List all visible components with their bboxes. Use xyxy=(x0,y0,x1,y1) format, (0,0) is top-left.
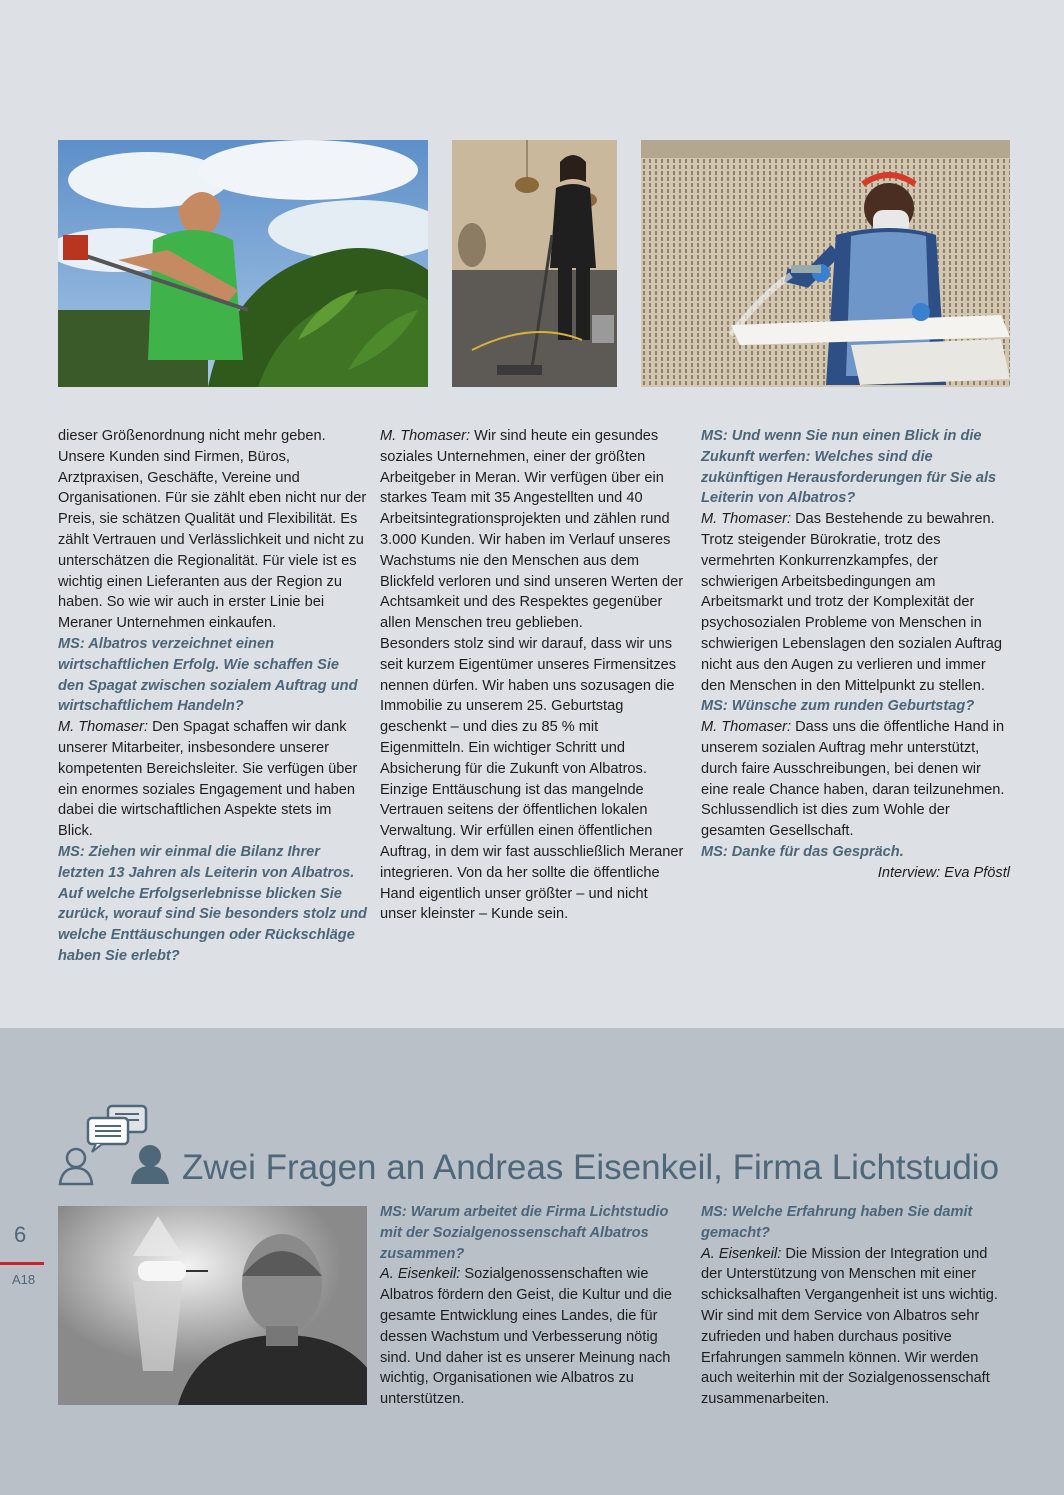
lichtstudio-column-2 xyxy=(701,1202,1010,1410)
speaker: M. Thomaser: xyxy=(380,428,471,444)
question: MS: Welche Erfahrung haben Sie damit gemacht? xyxy=(701,1204,973,1241)
page-number: 6 xyxy=(14,1222,27,1247)
interview-column-1 xyxy=(58,426,367,967)
question: MS: Wünsche zum runden Geburtstag? xyxy=(701,698,975,715)
answer-text: Dass uns die öffentliche Hand in unserem sozialen Auftrag mehr unterstützt, durch faire Ausschreibungen, bei denen wir eine reale Chance haben, daran teilzunehmen. Schlussendlich ist dies zum Wohle der gesamten Gesellschaft. xyxy=(701,719,1005,840)
answer xyxy=(58,717,367,842)
question: MS: Danke für das Gespräch. xyxy=(701,843,904,860)
conversation-icon xyxy=(58,1104,174,1186)
lichtstudio-column-1 xyxy=(380,1202,686,1410)
paragraph: Besonders stolz sind wir darauf, dass wir uns seit kurzem Eigentümer unseres Firmensitzes nennen dürfen. Wir haben uns sozusagen die Immobilie zu unserem 25. Geburtstag geschenkt – und dies zu 85 % mit Eigenmitteln. Ein wichtiger Schritt und Absicherung für die Zukunft von Albatros. xyxy=(380,635,677,777)
photo-cleaner xyxy=(452,140,617,387)
answer-text: Die Mission der Integration und der Unterstützung von Menschen mit einer schicksalhaften Vergangenheit ist uns wichtig. Wir sind mit dem Service von Albatros sehr zufrieden und haben durchaus positive Erfahrungen sammeln können. Wir werden auch weiterhin mit der Sozialgenossenschaft zusammenarbeiten. xyxy=(701,1245,998,1408)
speaker: A. Eisenkeil: xyxy=(701,1245,782,1262)
interview-column-2 xyxy=(380,426,686,925)
speaker: A. Eisenkeil: xyxy=(380,1266,461,1283)
question: MS: Und wenn Sie nun einen Blick in die Zukunft werfen: Welches sind die zukünftigen Herausforderungen für Sie als Leiterin von Albatros? xyxy=(701,428,997,507)
answer xyxy=(701,717,1010,842)
answer-text: Den Spagat schaffen wir dank unserer Mitarbeiter, insbesondere unserer kompetenten Bereichsleiter. Sie verfügen über ein enormes soziales Engagement und haben dabei die wirtschaftlichen Aspekte stets im Blick. xyxy=(58,719,358,840)
photo-spray-painter xyxy=(641,140,1010,387)
accent-line xyxy=(0,1262,44,1265)
answer xyxy=(701,509,1010,696)
speaker: M. Thomaser: xyxy=(58,719,149,736)
answer xyxy=(701,1244,1010,1410)
speaker: M. Thomaser: xyxy=(701,511,792,528)
photo-portrait xyxy=(58,1206,367,1405)
answer xyxy=(380,1264,686,1410)
interview-credit: Interview: Eva Pföstl xyxy=(877,864,1010,881)
answer xyxy=(380,426,686,634)
section-heading: Zwei Fragen an Andreas Eisenkeil, Firma Lichtstudio xyxy=(182,1148,1000,1187)
publication-code: A18 xyxy=(12,1272,36,1287)
answer-text: Wir sind heute ein gesundes soziales Unternehmen, einer der größten Arbeitgeber in Meran. Wir verfügen über ein starkes Team mit 35 Angestellten und 40 Arbeitsintegrationsprojekten und zählen rund 3.000 Kunden. Wir haben im Verlauf unseres Wachstums nie den Menschen aus dem Blickfeld verloren und sind unseren Werten der Achtsamkeit und des Respektes gegenüber allen Menschen treu geblieben. xyxy=(380,428,684,632)
question: MS: Ziehen wir einmal die Bilanz Ihrer letzten 13 Jahren als Leiterin von Albatros. Auf welche Erfolgserlebnisse blicken Sie zurück, worauf sind Sie besonders stolz und welche Enttäuschungen oder Rückschläge haben Sie erlebt? xyxy=(58,843,367,964)
question: MS: Albatros verzeichnet einen wirtschaftlichen Erfolg. Wie schaffen Sie den Spagat zwischen sozialem Auftrag und wirtschaftlichem Handeln? xyxy=(58,635,358,715)
paragraph: dieser Größenordnung nicht mehr geben. Unsere Kunden sind Firmen, Büros, Arztpraxisen, Geschäfte, Vereine und Organisationen. Für sie zählt eben nicht nur der Preis, sie schätzen Qualität und Flexibilität. Es zählt Vertrauen und Verlässlichkeit und nicht zu unterschätzen die Regionalität. Für viele ist es wichtig einen Lieferanten aus der Region zu haben. So wie wir auch in erster Linie bei Meraner Unternehmen einkaufen. xyxy=(58,428,367,632)
photo-gardener xyxy=(58,140,428,387)
paragraph: Einzige Enttäuschung ist das mangelnde Vertrauen seitens der öffentlichen lokalen Verwaltung. Wir erfüllen einen öffentlichen Auftrag, in dem wir fast ausschließlich Meraner integrieren. Von da her sollte die öffentliche Hand eigentlich unser größter – und nicht unser kleinster – Kunde sein. xyxy=(380,781,684,923)
answer-text: Sozialgenossenschaften wie Albatros fördern den Geist, die Kultur und die gesamte Entwicklung eines Landes, die für dessen Wachstum und Verbesserung nötig sind. Und daher ist es unserer Meinung nach wichtig, Organisationen wie Albatros zu unterstützen. xyxy=(380,1266,673,1408)
speaker: M. Thomaser: xyxy=(701,719,792,736)
interview-column-3 xyxy=(701,426,1010,884)
question: MS: Warum arbeitet die Firma Lichtstudio mit der Sozialgenossenschaft Albatros zusammen? xyxy=(380,1204,669,1262)
answer-text: Das Bestehende zu bewahren. Trotz steigender Bürokratie, trotz des vermehrten Konkurrenzkampfes, der schwierigen Arbeitsbedingungen am Arbeitsmarkt und trotz der Komplexität der psychosozialen Probleme von Menschen in schwierigen Lebenslagen den sozialen Auftrag nicht aus den Augen zu verlieren und immer den Menschen in den Mittelpunkt zu stellen. xyxy=(701,511,1003,694)
